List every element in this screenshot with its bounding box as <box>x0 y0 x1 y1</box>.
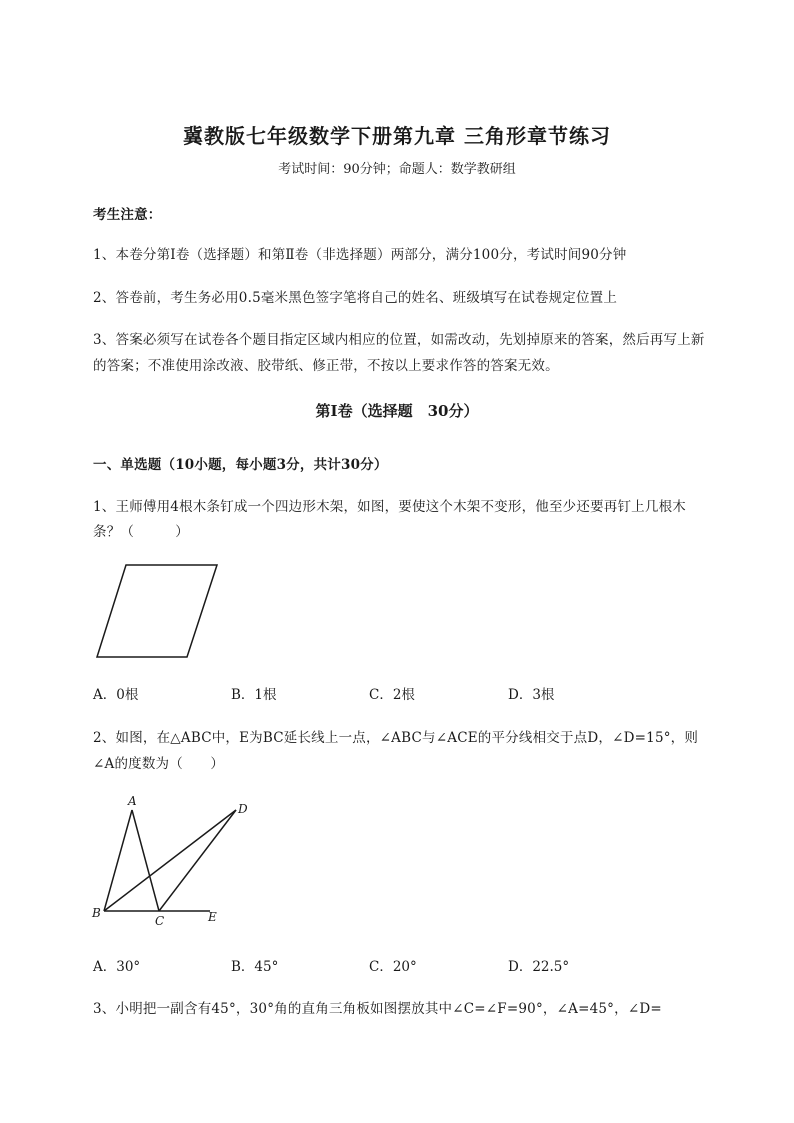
section-title: 第I卷（选择题 30分） <box>315 402 479 420</box>
label-a: A <box>128 794 137 808</box>
question-3-line-1: 3、小明把一副含有45°，30°角的直角三角板如图摆放其中∠C=∠F=90°，∠A=45°，∠D= <box>93 1001 662 1017</box>
question-2-line-2: ∠A的度数为（ ） <box>93 756 225 772</box>
notice-item-3: 3、答案必须写在试卷各个题目指定区域内相应的位置，如需改动，先划掉原来的答案，然后再写上新 <box>93 332 705 348</box>
line-ac <box>132 810 159 911</box>
question-1-option-d: D．3根 <box>508 687 555 703</box>
label-d: D <box>238 802 248 816</box>
notice-item-2: 2、答卷前，考生务必用0.5毫米黑色签字笔将自己的姓名、班级填写在试卷规定位置上 <box>93 290 618 306</box>
label-b: B <box>92 906 101 920</box>
label-c: C <box>155 914 165 928</box>
line-ba <box>104 810 132 911</box>
question-2-option-a: A．30° <box>93 959 141 975</box>
question-2-option-b: B．45° <box>231 959 279 975</box>
page-title: 冀教版七年级数学下册第九章 三角形章节练习 <box>183 124 611 148</box>
question-2-line-1: 2、如图，在△ABC中，E为BC延长线上一点，∠ABC与∠ACE的平分线相交于点D，∠D=15°，则 <box>93 730 699 746</box>
label-e: E <box>208 910 217 924</box>
question-2-triangle-figure <box>88 793 258 928</box>
parallelogram-shape <box>97 565 217 657</box>
question-1-option-c: C．2根 <box>369 687 415 703</box>
question-2-option-c: C．20° <box>369 959 417 975</box>
question-1-parallelogram-figure <box>90 560 220 662</box>
question-1-line-1: 1、王师傅用4根木条钉成一个四边形木架，如图，要使这个木架不变形，他至少还要再钉上几根木 <box>93 499 686 515</box>
question-1-option-a: A．0根 <box>93 687 139 703</box>
question-2-option-d: D．22.5° <box>508 959 570 975</box>
exam-info: 考试时间：90分钟；命题人：数学教研组 <box>278 162 516 177</box>
notice-item-1: 1、本卷分第I卷（选择题）和第Ⅱ卷（非选择题）两部分，满分100分，考试时间90分钟 <box>93 247 627 263</box>
question-1-option-b: B．1根 <box>231 687 277 703</box>
notice-item-3-cont: 的答案；不准使用涂改液、胶带纸、修正带，不按以上要求作答的答案无效。 <box>93 358 559 374</box>
question-1-line-2: 条？（ ） <box>93 524 189 540</box>
part-title: 一、单选题（10小题，每小题3分，共计30分） <box>93 457 388 473</box>
notice-heading: 考生注意： <box>93 207 162 223</box>
